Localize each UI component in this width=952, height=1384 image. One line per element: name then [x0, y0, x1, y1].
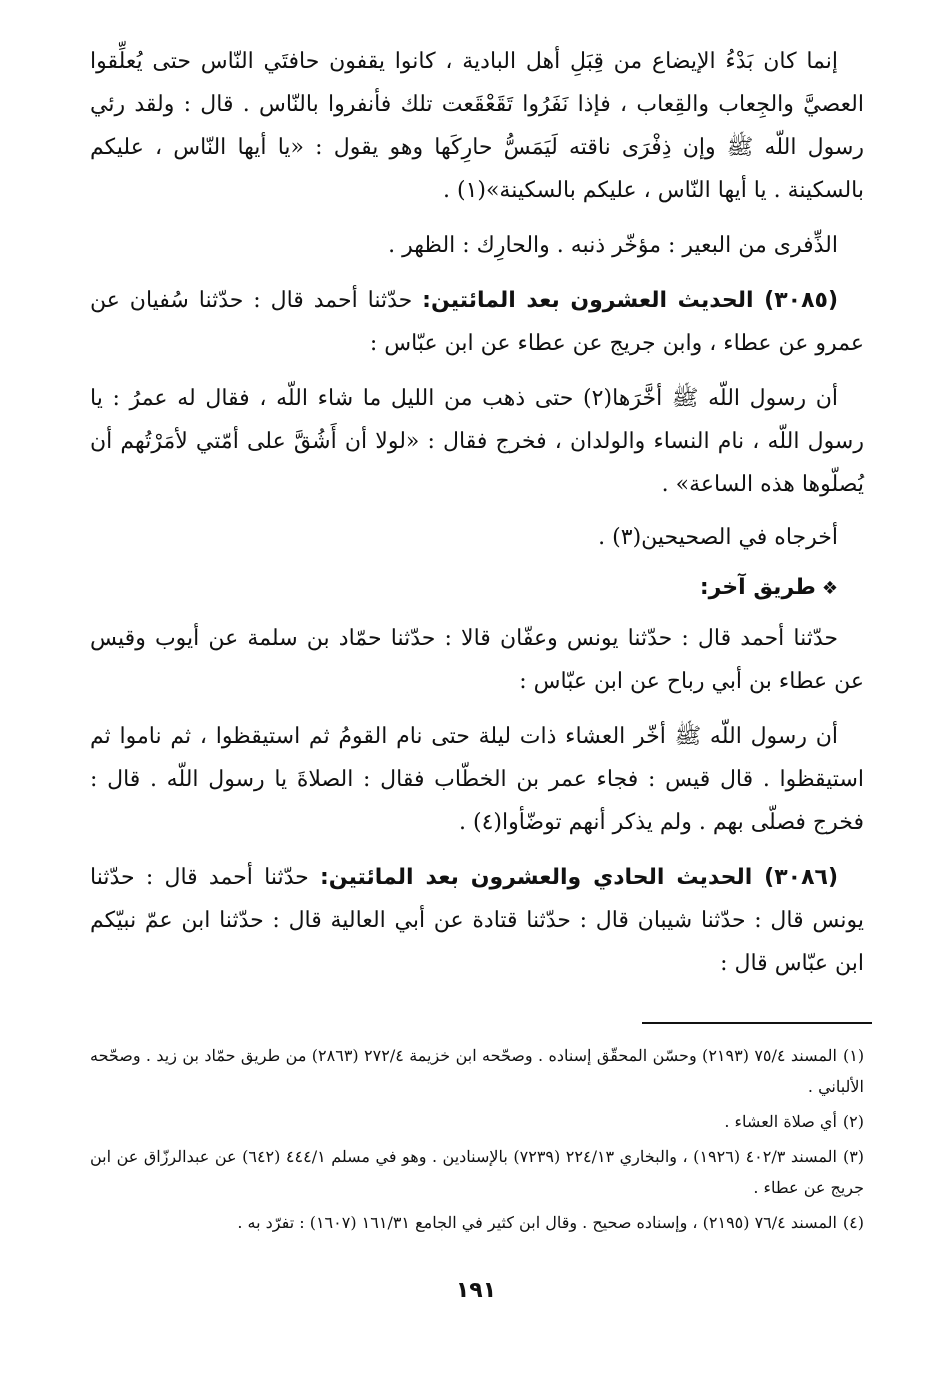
sub-heading-label: طريق آخر: [699, 575, 816, 600]
footnote-text: المسند ٤٠٢/٣ (١٩٢٦) ، والبخاري ٢٢٤/١٣ (٧٢٣٩) بالإسنادين . وهو في مسلم ٤٤٤/١ (٦٤٢) عن عبدالرزّاق عن ابن جريج عن عطاء . [90, 1147, 864, 1197]
paragraph-1: إنما كان بَدْءُ الإيضاع من قِبَلِ أهل البادية ، كانوا يقفون حافتَي النّاس حتى يُعلِّقوا العصيَّ والجِعاب والقِعاب ، فإذا نَفَرُوا تَقَعْقَعت تلك فأنفروا بالنّاس . قال : ولقد رئي رسول اللّه ﷺ وإن ذِفْرَى ناقته لَيَمَسُّ حارِكَها وهو يقول : «يا أيها النّاس ، عليكم بالسكينة . يا أيها النّاس ، عليكم بالسكينة»(١) . [90, 49, 864, 203]
hadith-3086-isnad: حدّثنا أحمد قال : حدّثنا يونس قال : حدّثنا شيبان قال : حدّثنا قتادة عن أبي العالية قال : حدّثنا ابن عمّ نبيّكم ابن عبّاس قال : [90, 865, 864, 976]
diamond-icon: ❖ [821, 578, 838, 599]
footnote-1 [90, 1040, 864, 1102]
footnote-number: (٢) [842, 1112, 864, 1131]
hadith-3086 [90, 856, 864, 985]
footnote-4 [90, 1207, 864, 1238]
paragraph-2: الذِّفرى من البعير : مؤخّر ذنبه . والحارِك : الظهر . [388, 233, 838, 258]
hadith-3086-heading: (٣٠٨٦) الحديث الحادي والعشرون بعد المائتين: [319, 865, 838, 890]
footnote-text: المسند ٧٦/٤ (٢١٩٥) ، وإسناده صحيح . وقال ابن كثير في الجامع ١٦١/٣١ (١٦٠٧) : تفرّد به . [237, 1213, 837, 1232]
paragraph-6: حدّثنا أحمد قال : حدّثنا يونس وعفّان قالا : حدّثنا حمّاد بن سلمة عن أيوب وقيس عن عطاء بن أبي رباح عن ابن عبّاس : [90, 626, 864, 694]
page-number: ١٩١ [455, 1278, 497, 1303]
footnote-number: (٤) [842, 1213, 864, 1232]
footnote-text: المسند ٧٥/٤ (٢١٩٣) وحسّن المحقّق إسناده . وصحّحه ابن خزيمة ٢٧٢/٤ (٢٨٦٣) من طريق حمّاد بن زيد . وصحّحه الألباني . [90, 1046, 864, 1096]
hadith-3085-heading: (٣٠٨٥) الحديث العشرون بعد المائتين: [422, 288, 838, 313]
paragraph-4: أن رسول اللّه ﷺ أخَّرَها(٢) حتى ذهب من الليل ما شاء اللّه ، فقال له عمرُ : يا رسول اللّه ، نام النساء والولدان ، فخرج فقال : «لولا أن أَشُقَّ على أمّتي لأمَرْتُهم أن يُصلّوها هذه الساعة» . [90, 386, 864, 497]
footnote-number: (٣) [842, 1147, 865, 1166]
footnotes [90, 1040, 864, 1242]
footnote-number: (١) [842, 1046, 865, 1065]
footnote-divider [642, 1022, 872, 1024]
hadith-3085-isnad: حدّثنا أحمد قال : حدّثنا سُفيان عن عمرو عن عطاء ، وابن جريج عن عطاء عن ابن عبّاس : [90, 288, 864, 356]
sub-heading [90, 568, 864, 609]
hadith-3085 [90, 279, 864, 365]
paragraph-7: أن رسول اللّه ﷺ أخّر العشاء ذات ليلة حتى نام القومُ ثم استيقظوا ، ثم ناموا ثم استيقظوا . قال قيس : فجاء عمر بن الخطّاب فقال : الصلاةَ يا رسول اللّه . قال : فخرج فصلّى بهم . ولم يذكر أنهم توضّأوا(٤) . [90, 724, 864, 835]
main-text [90, 40, 864, 997]
footnote-3 [90, 1141, 864, 1203]
footnote-2 [90, 1106, 864, 1137]
paragraph-5: أخرجاه في الصحيحين(٣) . [598, 525, 838, 550]
footnote-text: أي صلاة العشاء . [724, 1112, 837, 1131]
